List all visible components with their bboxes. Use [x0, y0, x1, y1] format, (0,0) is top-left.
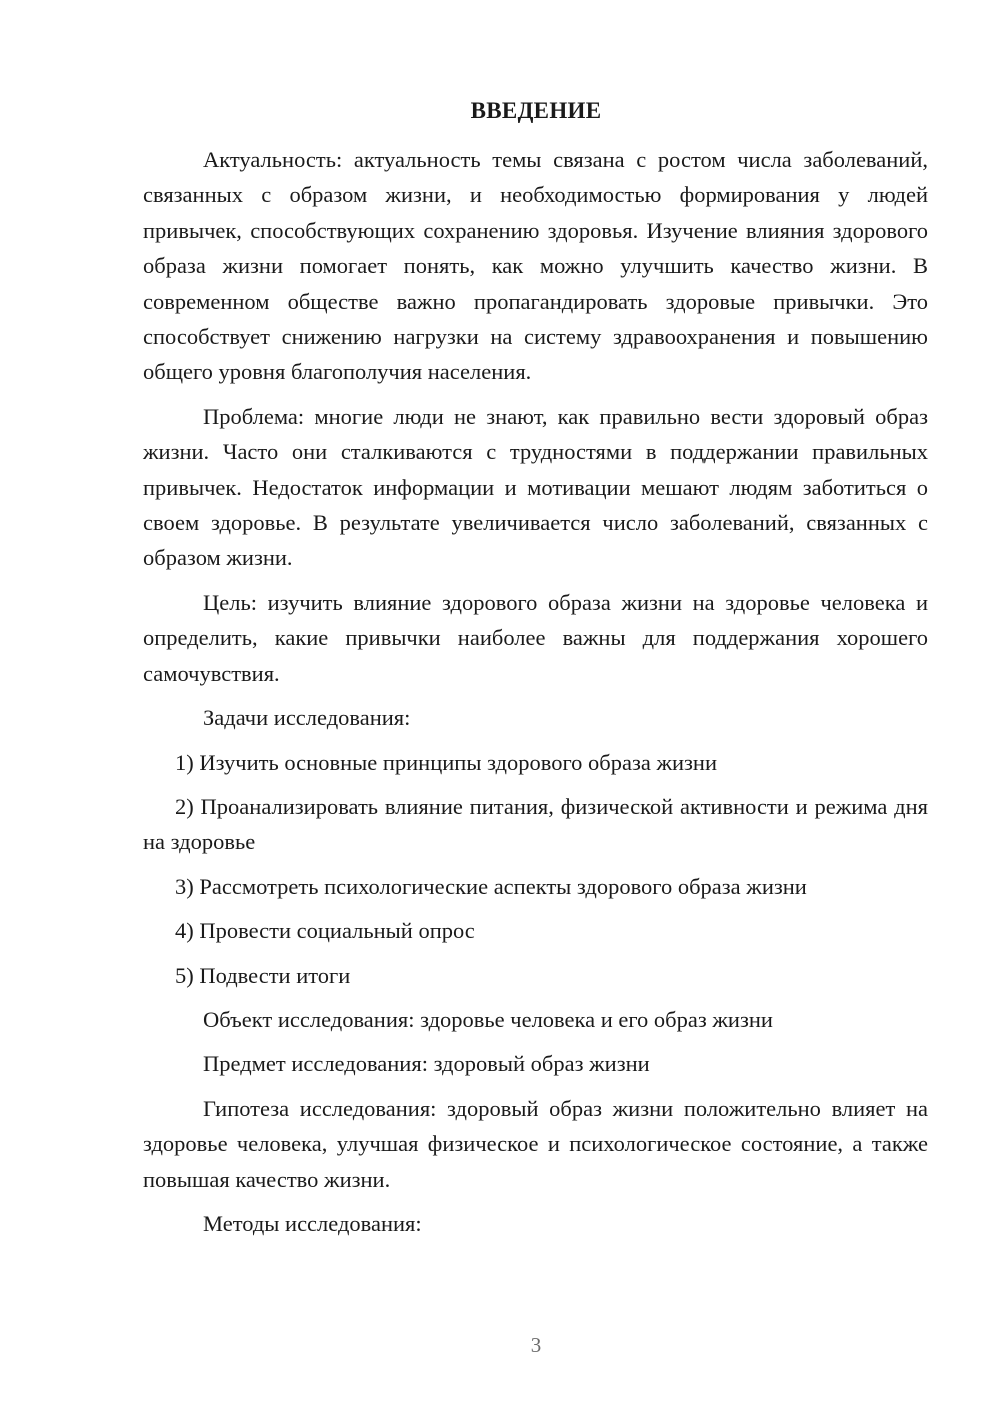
task-item-5: 5) Подвести итоги — [175, 962, 351, 988]
page-number: 3 — [530, 1333, 542, 1357]
task-item-4: 4) Провести социальный опрос — [175, 918, 475, 944]
methods-heading: Методы исследования: — [203, 1210, 422, 1236]
paragraph-problem: Проблема: многие люди не знают, как правильно вести здоровый образ жизни. Часто они сталкиваются с трудностями в поддержании правильных привычек. Недостаток информации и мотивации мешают людям заботиться о своем здоровье. В результате увеличивается число заболеваний, связанных с образом жизни. — [143, 403, 928, 571]
task-item-2: 2) Проанализировать влияние питания, физической активности и режима дня на здоровье — [143, 793, 928, 855]
research-object: Объект исследования: здоровье человека и его образ жизни — [203, 1006, 773, 1032]
document-body — [143, 142, 928, 1241]
research-subject: Предмет исследования: здоровый образ жизни — [203, 1051, 650, 1077]
task-item-1: 1) Изучить основные принципы здорового образа жизни — [175, 749, 718, 775]
task-item-3: 3) Рассмотреть психологические аспекты здорового образа жизни — [175, 873, 807, 899]
paragraph-goal: Цель: изучить влияние здорового образа жизни на здоровье человека и определить, какие привычки наиболее важны для поддержания хорошего самочувствия. — [143, 589, 928, 686]
tasks-heading: Задачи исследования: — [203, 705, 411, 731]
section-title: ВВЕДЕНИЕ — [470, 98, 602, 123]
paragraph-relevance: Актуальность: актуальность темы связана с ростом числа заболеваний, связанных с образом жизни, и необходимостью формирования у людей привычек, способствующих сохранению здоровья. Изучение влияния здорового образа жизни помогает понять, как можно улучшить качество жизни. В современном обществе важно пропагандировать здоровые привычки. Это способствует снижению нагрузки на систему здравоохранения и повышению общего уровня благополучия населения. — [143, 147, 928, 385]
research-hypothesis: Гипотеза исследования: здоровый образ жизни положительно влияет на здоровье человека, улучшая физическое и психологическое состояние, а также повышая качество жизни. — [143, 1095, 928, 1192]
